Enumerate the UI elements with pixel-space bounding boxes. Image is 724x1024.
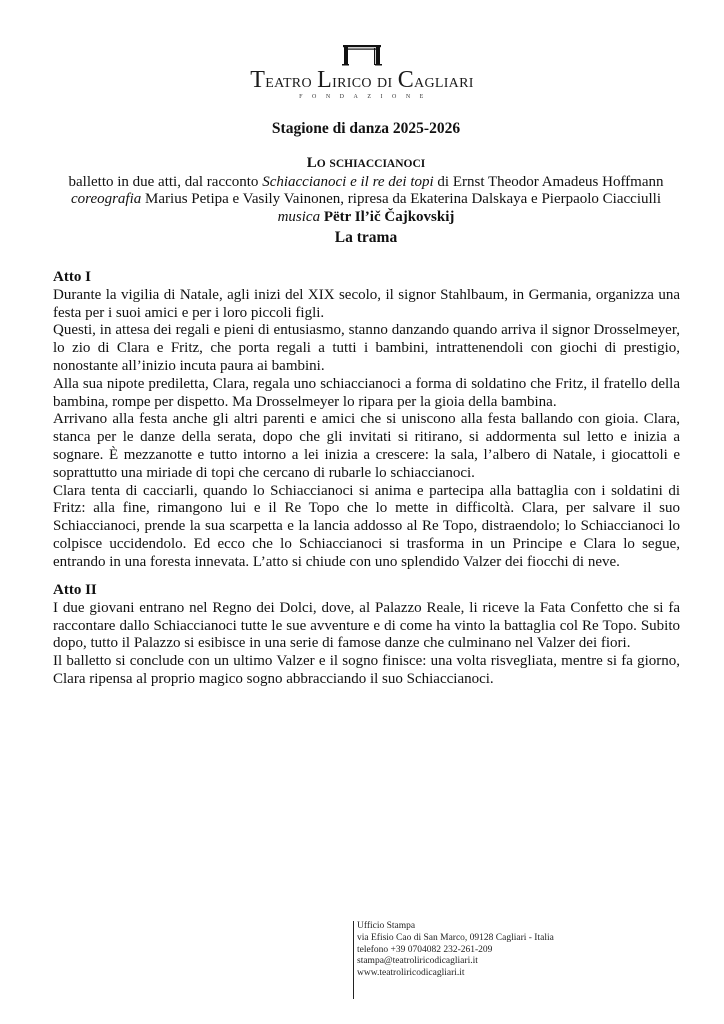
work-title: LO SCHIACCIANOCI [306, 155, 426, 171]
theatre-logo [0, 44, 724, 101]
music-credit: musica Pëtr Il’ič Čajkovskij [277, 208, 455, 225]
paragraph: I due giovani entrano nel Regno dei Dolci, dove, al Palazzo Reale, li riceve la Fata Confetto che si fa raccontare dallo Schiaccianoci tutte le sue avventure e di come ha vinto la battaglia col Re Topo. Subito dopo, tutto il Palazzo si esibisce in una serie di famose danze che culminano nel Valzer dei fiori. [53, 599, 680, 652]
theatre-arch-icon [341, 44, 383, 66]
paragraph: Clara tenta di cacciarli, quando lo Schiaccianoci si anima e partecipa alla battaglia con i soldatini di Fritz: alla fine, rimangono lui e il Re Topo che lo mette in difficoltà. Clara, per salvare il suo Schiaccianoci, prende la sua scarpetta e la lancia addosso al Re Topo, distraendolo; lo Schiaccianoci lo colpisce uccidendolo. Ed ecco che lo Schiaccianoci si trasforma in un Principe e Clara lo segue, entrando in una foresta innevata. L’atto si chiude con uno splendido Valzer dei fiocchi di neve. [53, 482, 680, 570]
footer-email-link[interactable]: stampa@teatroliricodicagliari.it [357, 956, 478, 967]
footer-phone: telefono +39 0704082 232-261-209 [357, 944, 493, 955]
production-credits [53, 155, 679, 226]
paragraph: Arrivano alla festa anche gli altri parenti e amici che si uniscono alla festa ballando con gioia. Clara, stanca per le danze della serata, dopo che gli invitati si ritirano, si addormenta sul letto e inizia a sognare. È mezzanotte e tutto intorno a lei inizia a crescere: la sala, l’albero di Natale, i giocattoli e soprattutto una miriade di topi che cercano di rubarle lo schiaccianoci. [53, 411, 680, 481]
paragraph: Durante la vigilia di Natale, agli inizi del XIX secolo, il signor Stahlbaum, in Germania, organizza una festa per i suoi amici e per i loro piccoli figli. [53, 286, 680, 321]
logo-title: Teatro Lirico di Cagliari [250, 67, 474, 93]
footer-office: Ufficio Stampa [357, 921, 416, 931]
act-heading: Atto I [53, 269, 91, 285]
footer-website-link[interactable]: www.teatroliricodicagliari.it [357, 968, 465, 979]
paragraph: Il balletto si conclude con un ultimo Valzer e il sogno finisce: una volta risvegliata, mentre si fa giorno, Clara ripensa al proprio magico sogno abbracciando il suo Schiaccianoci. [53, 653, 680, 687]
logo-subtitle: FONDAZIONE [299, 94, 433, 100]
paragraph: Alla sua nipote prediletta, Clara, regala uno schiaccianoci a forma di soldatino che Fritz, il fratello della bambina, rompe per dispetto. Ma Drosselmeyer lo ripara per la gioia della bambina. [53, 375, 680, 410]
act-heading: Atto II [53, 582, 97, 598]
paragraph: Questi, in attesa dei regali e pieni di entusiasmo, stanno danzando quando arriva il signor Drosselmeyer, lo zio di Clara e Fritz, che porta regali a tutti i bambini, intrattenendoli con giochi di prestigio, nonostante all’inizio incuta paura ai bambini. [53, 322, 680, 374]
plot-heading: La trama [334, 229, 398, 246]
footer-address: via Efisio Cao di San Marco, 09128 Cagliari - Italia [357, 932, 554, 943]
work-subtitle: balletto in due atti, dal racconto Schiaccianoci e il re dei topi di Ernst Theodor Amadeus Hoffmann [68, 173, 664, 190]
act-2-section [53, 582, 680, 689]
act-1-section [53, 269, 680, 572]
choreography-credit: coreografia Marius Petipa e Vasily Vainonen, ripresa da Ekaterina Dalskaya e Pierpaolo Ciacciulli [71, 191, 661, 207]
press-office-footer [353, 921, 554, 999]
season-heading: Stagione di danza 2025-2026 [271, 120, 461, 137]
